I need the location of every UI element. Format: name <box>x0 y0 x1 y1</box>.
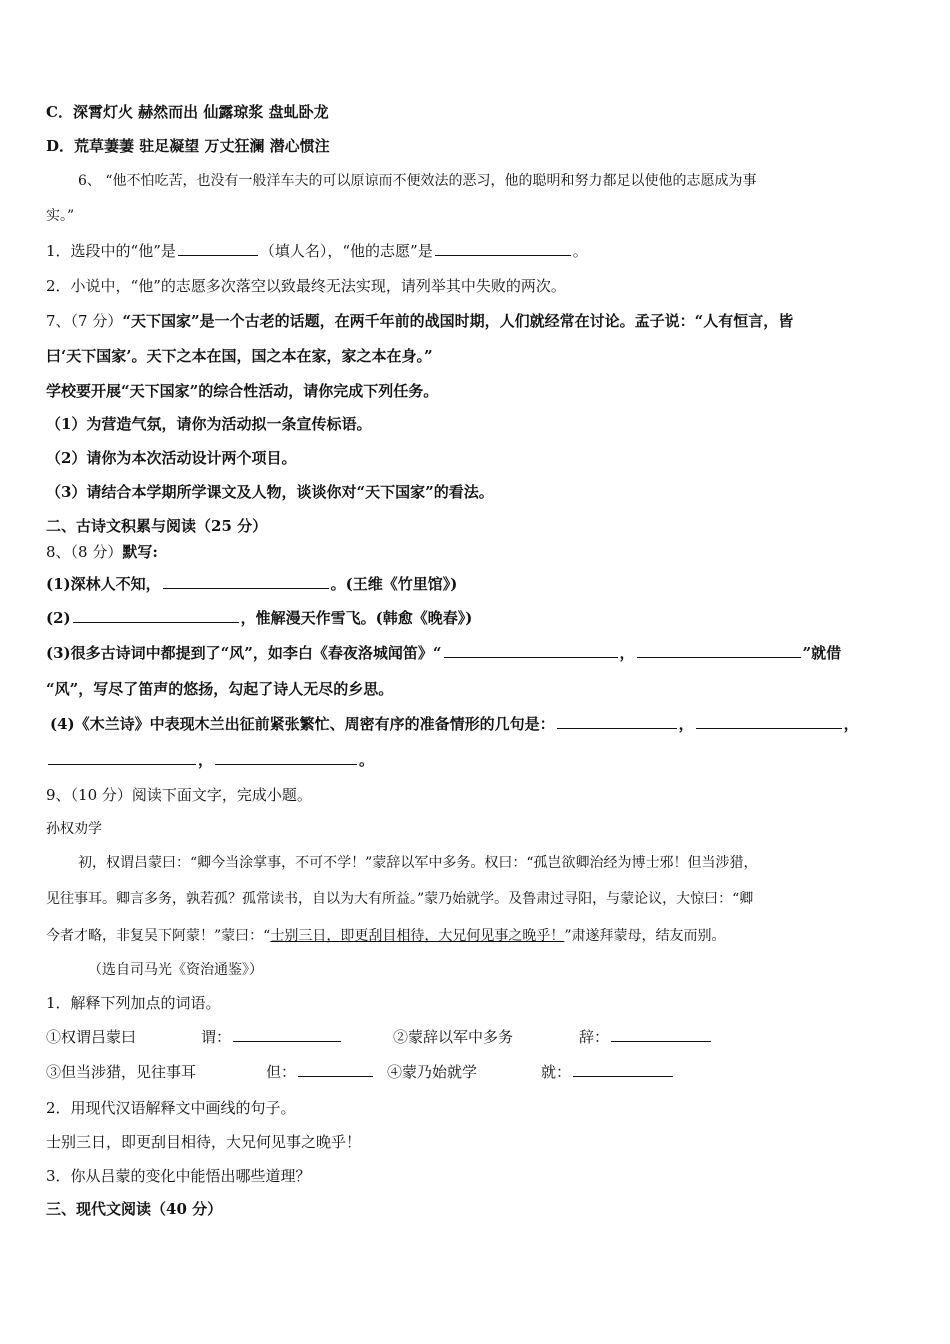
q7-task-3: （3）请结合本学期所学课文及人物，谈谈你对“天下国家”的看法。 <box>46 483 494 501</box>
section-3-heading: 三、现代文阅读（40 分） <box>46 1200 223 1218</box>
vocab-label-4: 就： <box>541 1063 572 1081</box>
q8-line-2-source: ，惟解漫天作雪飞。(韩愈《晚春》) <box>240 609 473 627</box>
q8-line-4 <box>50 714 859 734</box>
q7-task-1: （1）为营造气氛，请你为活动拟一条宣传标语。 <box>46 415 372 433</box>
vocab-label-2: 辞： <box>579 1028 610 1046</box>
underlined-sentence: 士别三日，即更刮目相待，大兄何见事之晚乎！ <box>270 928 565 944</box>
answer-blank[interactable] <box>696 714 842 729</box>
q7-intro-text: “天下国家”是一个古老的话题，在两千年前的战国时期，人们就经常在讨论。孟子说：“人有恒言，皆 <box>122 312 794 330</box>
answer-blank[interactable] <box>215 750 357 765</box>
answer-blank[interactable] <box>298 1062 373 1077</box>
answer-blank[interactable] <box>637 643 801 658</box>
q8-line-1 <box>46 574 457 594</box>
q8-line-2-text: (2) <box>46 609 71 627</box>
q8-line-1-source: 。(王维《竹里馆》) <box>330 575 458 593</box>
q8-line-3-text: (3)很多古诗词中都提到了“风”，如李白《春夜洛城闻笛》“ <box>46 644 442 662</box>
option-c: C．深霄灯火 赫然而出 仙露琼浆 盘虬卧龙 <box>46 103 329 121</box>
passage-line-3-end: ”肃遂拜蒙母，结友而别。 <box>564 928 726 944</box>
q6-sub1 <box>46 241 588 261</box>
q7-intro <box>46 311 793 331</box>
q8-line-3-cont: “风”，写尽了笛声的悠扬，勾起了诗人无尽的乡思。 <box>46 680 394 698</box>
answer-blank[interactable] <box>233 1027 341 1042</box>
passage-title: 孙权劝学 <box>46 821 102 837</box>
answer-blank[interactable] <box>163 574 329 589</box>
q8-line-4-end: 。 <box>359 751 375 769</box>
q7-number: 7、（7 分） <box>46 312 123 330</box>
q6-quote-end: 实。” <box>46 208 75 224</box>
q9-heading: 9、（10 分）阅读下面文字，完成小题。 <box>46 786 312 804</box>
q7-task-2: （2）请你为本次活动设计两个项目。 <box>46 449 297 467</box>
q9-sub1: 1．解释下列加点的词语。 <box>46 994 221 1012</box>
q6-quote: 6、 “他不怕吃苦，也没有一般洋车夫的可以原谅而不便效法的恶习，他的聪明和努力都足以使他的志愿成为事 <box>78 173 757 189</box>
q8-line-4-comma-1: ， <box>678 715 694 733</box>
q9-sub2: 2．用现代汉语解释文中画线的句子。 <box>46 1099 296 1117</box>
answer-blank[interactable] <box>444 643 618 658</box>
passage-line-3-text: 今者才略，非复吴下阿蒙！”蒙曰：“ <box>46 928 271 944</box>
answer-blank[interactable] <box>48 750 196 765</box>
answer-blank[interactable] <box>73 608 239 623</box>
vocab-label-1: 谓： <box>201 1028 232 1046</box>
passage-line-1: 初，权谓吕蒙曰：“卿今当涂掌事，不可不学！”蒙辞以军中多务。权曰：“孤岂欲卿治经为博士邪！但当涉猎， <box>78 855 758 871</box>
q9-sub3: 3．你从吕蒙的变化中能悟出哪些道理？ <box>46 1167 311 1185</box>
q9-sub2-sentence: 士别三日，即更刮目相待，大兄何见事之晚乎！ <box>46 1133 362 1151</box>
answer-blank[interactable] <box>178 241 258 256</box>
vocab-item-2: ②蒙辞以军中多务 <box>393 1028 514 1046</box>
q7-intro-end: 曰‘天下国家’。天下之本在国，国之本在家，家之本在身。” <box>46 347 433 365</box>
q8-line-1-text: (1)深林人不知， <box>46 575 161 593</box>
passage-line-2: 见往事耳。卿言多务，孰若孤？孤常读书，自以为大有所益。”蒙乃始就学。及鲁肃过寻阳，与蒙论议，大惊曰：“卿 <box>46 891 754 907</box>
q8-line-3-comma: ， <box>619 644 635 662</box>
q8-heading <box>46 542 158 562</box>
q8-line-4-comma-3: ， <box>198 751 214 769</box>
answer-blank[interactable] <box>611 1027 711 1042</box>
q8-title: 默写: <box>122 543 158 561</box>
answer-blank[interactable] <box>573 1062 673 1077</box>
q7-task: 学校要开展“天下国家”的综合性活动，请你完成下列任务。 <box>46 382 439 400</box>
passage-source: （选自司马光《资治通鉴》） <box>88 962 263 978</box>
q8-line-3-end: ”就借 <box>802 644 842 662</box>
vocab-item-3: ③但当涉猎，见往事耳 <box>46 1063 197 1081</box>
q6-sub1-end: 。 <box>572 242 588 260</box>
vocab-row-1 <box>46 1027 713 1047</box>
section-2-heading: 二、古诗文积累与阅读（25 分） <box>46 517 268 535</box>
vocab-row-2 <box>46 1062 675 1082</box>
vocab-label-3: 但： <box>266 1063 297 1081</box>
q8-line-4-comma-2: ， <box>843 715 859 733</box>
option-d: D．荒草萋萋 驻足凝望 万丈狂澜 潜心惯注 <box>46 137 330 155</box>
q6-sub1-text: 1．选段中的“他”是 <box>46 242 176 260</box>
q6-sub1-text-2: （填人名），“他的志愿”是 <box>259 242 433 260</box>
q8-line-4-cont <box>46 750 374 770</box>
answer-blank[interactable] <box>435 241 571 256</box>
q6-sub2: 2．小说中，“他”的志愿多次落空以致最终无法实现，请列举其中失败的两次。 <box>46 277 566 295</box>
q8-line-4-text: (4)《木兰诗》中表现木兰出征前紧张繁忙、周密有序的准备情形的几句是： <box>50 715 555 733</box>
q8-line-2 <box>46 608 472 628</box>
passage-line-3 <box>46 926 726 946</box>
answer-blank[interactable] <box>557 714 677 729</box>
vocab-item-4: ④蒙乃始就学 <box>387 1063 478 1081</box>
q8-line-3 <box>46 643 841 663</box>
q8-number: 8、（8 分） <box>46 543 123 561</box>
vocab-item-1: ①权谓吕蒙曰 <box>46 1028 137 1046</box>
